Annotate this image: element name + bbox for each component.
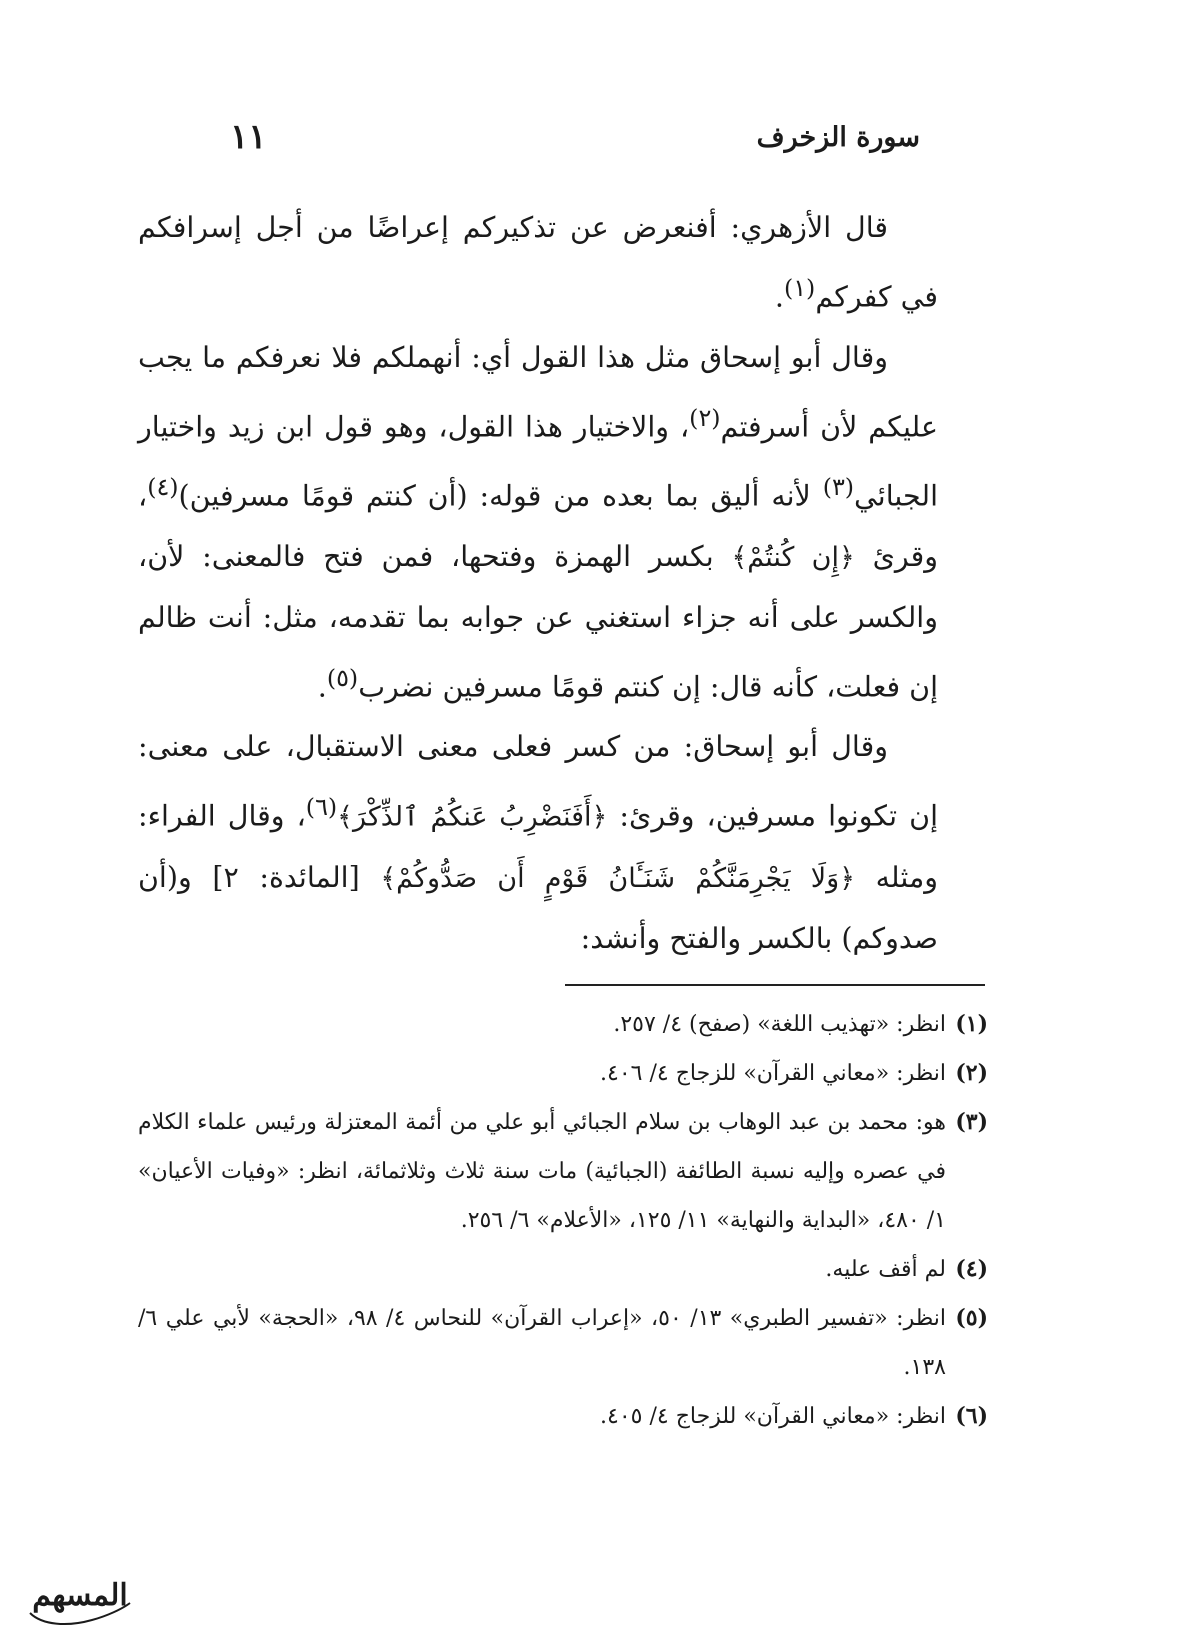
page-header xyxy=(230,112,920,162)
paragraph-2-end: . xyxy=(317,670,327,703)
surah-title: سورة الزخرف xyxy=(756,121,920,153)
footnote-ref-1: (١) xyxy=(783,274,816,302)
paragraph-1-text: قال الأزهري: أفنعرض عن تذكيركم إعراضًا من أجل إسرافكم في كفركم xyxy=(138,211,938,314)
footnote-6 xyxy=(138,1392,988,1441)
paragraph-3-text-3: [المائدة: ٢] و(أن صدوكم) بالكسر والفتح وأنشد: xyxy=(138,860,938,955)
footnote-2 xyxy=(138,1049,988,1098)
footnote-divider xyxy=(565,984,985,986)
paragraph-1-end: . xyxy=(774,280,784,314)
footnote-ref-2: (٢) xyxy=(689,403,721,432)
footnote-text: انظر: «معاني القرآن» للزجاج ٤/ ٤٠٦. xyxy=(600,1061,946,1086)
main-text xyxy=(138,198,938,969)
footnote-text: هو: محمد بن عبد الوهاب بن سلام الجبائي أبو علي من أئمة المعتزلة ورئيس علماء الكلام في عصره وإليه نسبة الطائفة (الجبائية) مات سنة ثلاث وثلاثمائة، انظر: «وفيات الأعيان» ١/ ٤٨٠، «البداية والنهاية» ١١/ ١٢٥، «الأعلام» ٦/ ٢٥٦. xyxy=(138,1110,946,1233)
footnote-ref-5: (٥) xyxy=(326,663,359,692)
paragraph-2-text-5: بكسر الهمزة وفتحها، فمن فتح فالمعنى: لأن، والكسر على أنه جزاء استغني عن جوابه بما تقدمه، مثل: أنت ظالم إن فعلت، كأنه قال: إن كنتم قومًا مسرفين نضرب xyxy=(138,539,938,703)
footnote-1 xyxy=(138,1000,988,1049)
paragraph-2 xyxy=(138,328,938,718)
paragraph-3-text-2: ، وقال الفراء: ومثله xyxy=(138,799,938,894)
paragraph-1 xyxy=(138,198,938,328)
footnote-ref-4: (٤) xyxy=(147,473,179,501)
footnote-5 xyxy=(138,1294,988,1392)
paragraph-2-text-2: ، والاختيار هذا القول، وهو قول ابن زيد واختيار الجبائي xyxy=(138,410,938,513)
footnote-number: (٥) xyxy=(955,1305,988,1331)
footnote-number: (٤) xyxy=(955,1256,988,1282)
publisher-logo xyxy=(22,1565,137,1635)
quran-verse-3: ﴿وَلَا يَجْرِمَنَّكُمْ شَنَـَٔانُ قَوْمٍ أَن صَدُّوكُمْ﴾ xyxy=(380,862,856,894)
footnote-3 xyxy=(138,1098,988,1245)
footnote-number: (٢) xyxy=(955,1060,988,1086)
footnote-text: لم أقف عليه. xyxy=(825,1257,946,1282)
footnote-number: (٦) xyxy=(955,1403,988,1429)
footnote-4 xyxy=(138,1245,988,1294)
footnote-ref-3: (٣) xyxy=(822,473,855,501)
footnote-number: (٣) xyxy=(955,1109,988,1135)
quran-verse-2: ﴿أَفَنَضْرِبُ عَنكُمُ ٱلذِّكْرَ﴾ xyxy=(337,801,608,833)
paragraph-2-text-4: ، وقرئ xyxy=(138,479,939,573)
logo-wordmark: المسهم xyxy=(32,1578,128,1613)
paragraph-2-text-1: وقال أبو إسحاق مثل هذا القول أي: أنهملكم فلا نعرفكم ما يجب عليكم لأن أسرفتم xyxy=(138,340,938,443)
page-number: ١١ xyxy=(230,117,267,157)
footnote-text: انظر: «معاني القرآن» للزجاج ٤/ ٤٠٥. xyxy=(600,1404,946,1429)
paragraph-3 xyxy=(138,717,938,969)
footnote-ref-6: (٦) xyxy=(305,793,338,821)
footnote-number: (١) xyxy=(955,1011,988,1037)
footnote-text: انظر: «تفسير الطبري» ١٣/ ٥٠، «إعراب القرآن» للنحاس ٤/ ٩٨، «الحجة» لأبي علي ٦/ ١٣٨. xyxy=(138,1306,947,1380)
footnotes xyxy=(138,1000,988,1441)
quran-verse-1: ﴿إِن كُنتُمْ﴾ xyxy=(731,541,855,573)
paragraph-3-text-1: وقال أبو إسحاق: من كسر فعلى معنى الاستقبال، على معنى: إن تكونوا مسرفين، وقرئ: xyxy=(138,730,939,833)
footnote-text: انظر: «تهذيب اللغة» (صفح) ٤/ ٢٥٧. xyxy=(613,1012,946,1037)
paragraph-2-text-3: لأنه أليق بما بعده من قوله: (أن كنتم قومًا مسرفين) xyxy=(178,479,823,513)
